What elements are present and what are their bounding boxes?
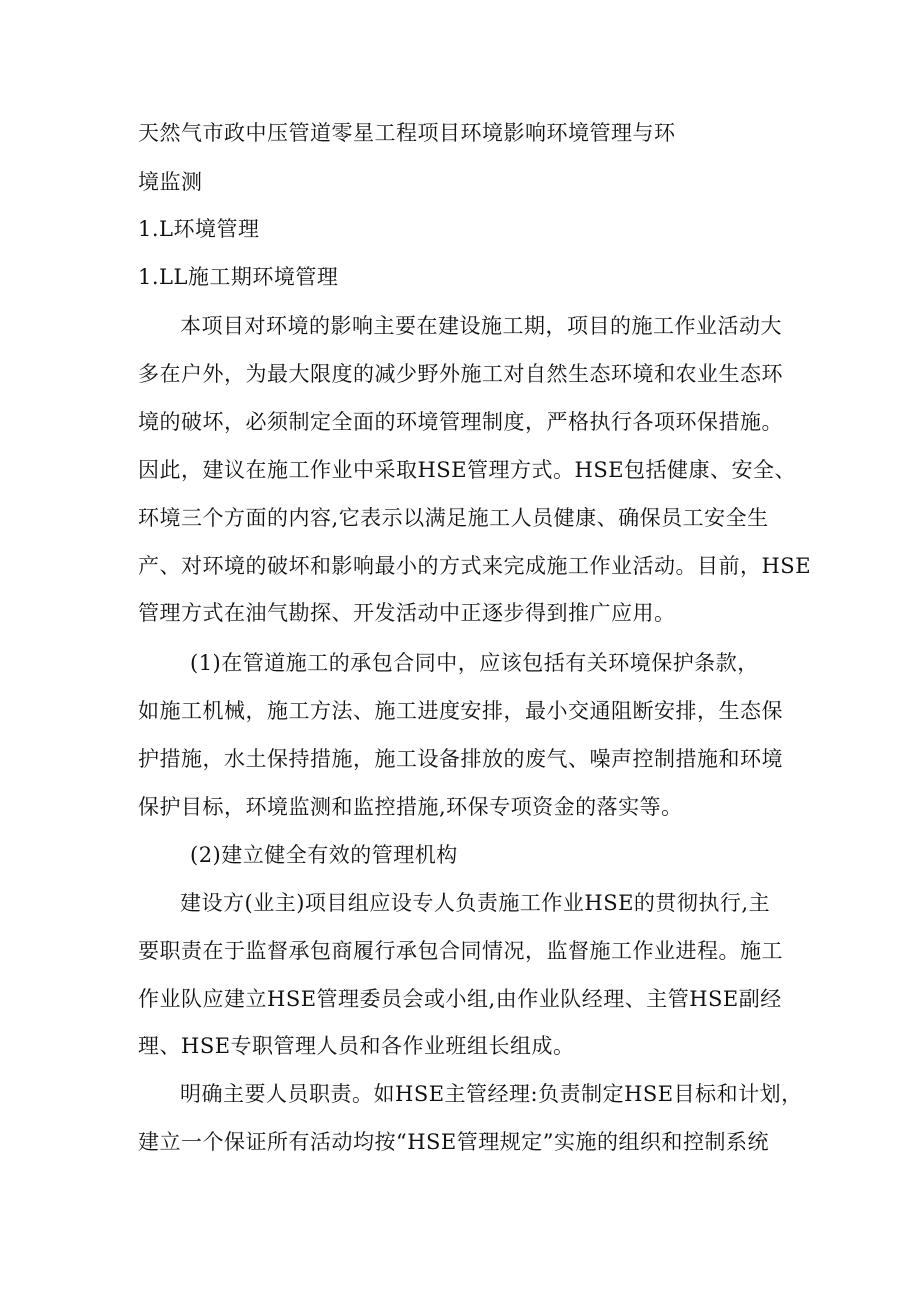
paragraph-2-line-4: 理、HSE专职管理人员和各作业班组长组成。 bbox=[138, 1034, 575, 1058]
section-heading-1: 1.L环境管理 bbox=[138, 217, 260, 241]
paragraph-1-line-2: 多在户外，为最大限度的减少野外施工对自然生态环境和农业生态环 bbox=[138, 362, 783, 386]
section-heading-1-1: 1.LL施工期环境管理 bbox=[138, 265, 339, 289]
paragraph-1-line-3: 境的破坏，必须制定全面的环境管理制度，严格执行各项环保措施。 bbox=[138, 410, 783, 434]
paragraph-2-line-2: 要职责在于监督承包商履行承包合同情况，监督施工作业进程。施工 bbox=[138, 939, 783, 963]
item-1-line-4: 保护目标，环境监测和监控措施,环保专项资金的落实等。 bbox=[138, 795, 683, 819]
item-1-line-2: 如施工机械，施工方法、施工进度安排，最小交通阻断安排，生态保 bbox=[138, 699, 783, 723]
item-1-line-1: (1)在管道施工的承包合同中，应该包括有关环境保护条款， bbox=[190, 651, 759, 675]
paragraph-3-line-1: 明确主要人员职责。如HSE主管经理:负责制定HSE目标和计划， bbox=[180, 1082, 803, 1106]
paragraph-2-line-3: 作业队应建立HSE管理委员会或小组,由作业队经理、主管HSE副经 bbox=[138, 987, 782, 1011]
item-2-heading: (2)建立健全有效的管理机构 bbox=[190, 843, 458, 867]
document-title-line-2: 境监测 bbox=[138, 170, 203, 194]
paragraph-1-line-6: 产、对环境的破坏和影响最小的方式来完成施工作业活动。目前，HSE bbox=[138, 554, 812, 578]
paragraph-2-line-1: 建设方(业主)项目组应设专人负责施工作业HSE的贯彻执行,主 bbox=[180, 891, 771, 915]
item-1-line-3: 护措施，水土保持措施，施工设备排放的废气、噪声控制措施和环境 bbox=[138, 747, 783, 771]
document-title-line-1: 天然气市政中压管道零星工程项目环境影响环境管理与环 bbox=[138, 121, 676, 145]
paragraph-1-line-5: 环境三个方面的内容,它表示以满足施工人员健康、确保员工安全生 bbox=[138, 506, 769, 530]
paragraph-1-line-1: 本项目对环境的影响主要在建设施工期，项目的施工作业活动大 bbox=[180, 314, 782, 338]
paragraph-1-line-7: 管理方式在油气勘探、开发活动中正逐步得到推广应用。 bbox=[138, 601, 676, 625]
paragraph-3-line-2: 建立一个保证所有活动均按“HSE管理规定”实施的组织和控制系统 bbox=[138, 1130, 769, 1154]
paragraph-1-line-4: 因此，建议在施工作业中采取HSE管理方式。HSE包括健康、安全、 bbox=[138, 458, 797, 482]
